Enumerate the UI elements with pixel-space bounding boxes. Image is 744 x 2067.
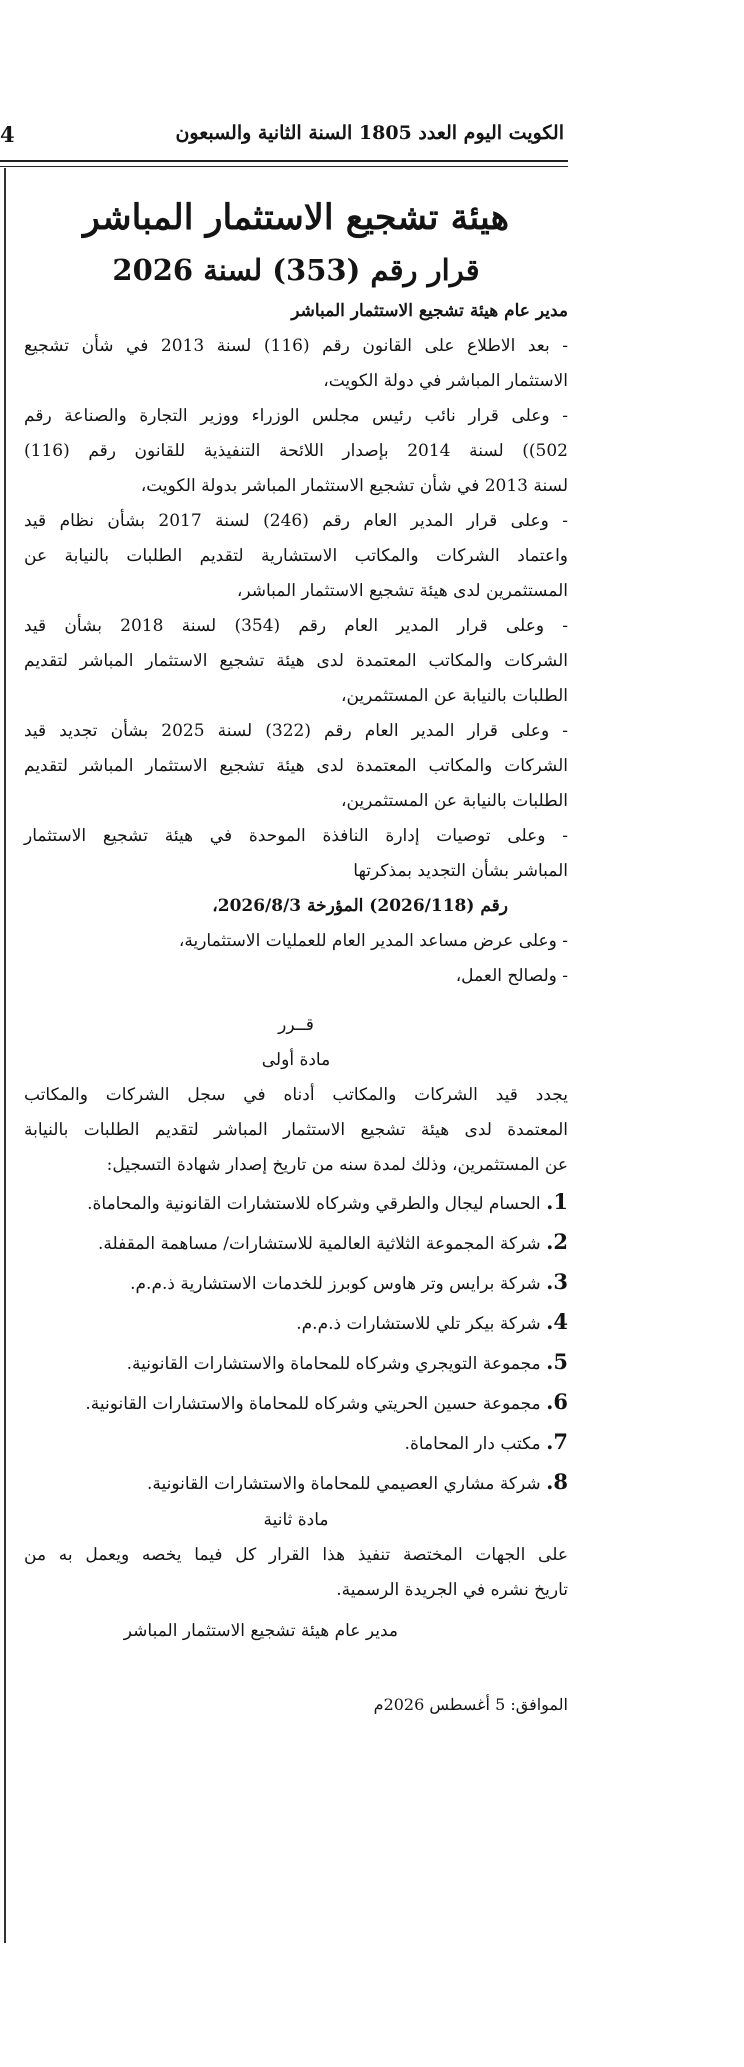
item-number: 5.	[546, 1349, 568, 1374]
list-item	[24, 1383, 568, 1423]
company-name: شركة المجموعة الثلاثية العالمية للاستشارات/ مساهمة المقفلة.	[98, 1234, 541, 1254]
company-name: شركة برايس وتر هاوس كوبرز للخدمات الاستشارية ذ.م.م.	[130, 1274, 541, 1294]
article-1-body	[24, 1078, 568, 1183]
preamble-line: الطلبات بالنيابة عن المستثمرين،	[341, 686, 568, 706]
issuer-line: مدير عام هيئة تشجيع الاستثمار المباشر	[291, 301, 568, 321]
article-1-line: يجدد قيد الشركات والمكاتب أدناه في سجل الشركات والمكاتب	[24, 1085, 568, 1105]
header-rule	[0, 160, 568, 162]
organization-title: هيئة تشجيع الاستثمار المباشر	[82, 197, 510, 238]
preamble-line: - وعلى قرار المدير العام رقم (322) لسنة 2025 بشأن تجديد قيد	[24, 721, 568, 741]
decided-heading: قــرر	[278, 1015, 314, 1035]
article-2-line: تاريخ نشره في الجريدة الرسمية.	[336, 1580, 568, 1600]
item-number: 8.	[546, 1469, 568, 1494]
preamble-line: - ولصالح العمل،	[455, 966, 568, 986]
article-2-body	[24, 1538, 568, 1608]
item-number: 6.	[546, 1389, 568, 1414]
list-item	[24, 1303, 568, 1343]
company-name: مجموعة حسين الحريتي وشركاه للمحاماة والاستشارات القانونية.	[85, 1394, 541, 1414]
preamble-line: واعتماد الشركات والمكاتب الاستشارية لتقديم الطلبات بالنيابة عن	[24, 546, 568, 566]
company-name: شركة مشاري العصيمي للمحاماة والاستشارات القانونية.	[147, 1474, 541, 1494]
preamble-line: الشركات والمكاتب المعتمدة لدى هيئة تشجيع الاستثمار المباشر لتقديم	[24, 651, 568, 671]
preamble-line: - وعلى قرار المدير العام رقم (246) لسنة 2017 بشأن نظام قيد	[24, 511, 569, 531]
item-number: 3.	[546, 1269, 568, 1294]
header-rule-thin	[0, 166, 568, 167]
preamble-line: - وعلى توصيات إدارة النافذة الموحدة في هيئة تشجيع الاستثمار	[24, 826, 568, 846]
preamble-line: - بعد الاطلاع على القانون رقم (116) لسنة 2013 في شأن تشجيع	[24, 336, 568, 356]
item-number: 4.	[546, 1309, 568, 1334]
column-divider	[4, 168, 6, 1943]
preamble-line: - وعلى قرار المدير العام رقم (354) لسنة 2018 بشأن قيد	[24, 616, 568, 636]
company-name: مجموعة التويجري وشركاه للمحاماة والاستشارات القانونية.	[126, 1354, 541, 1374]
item-number: 1.	[546, 1189, 568, 1214]
preamble-line: لسنة 2013 في شأن تشجيع الاستثمار المباشر بدولة الكويت،	[140, 476, 568, 496]
decision-title: قرار رقم (353) لسنة 2026	[112, 253, 480, 287]
preamble-line: المستثمرين لدى هيئة تشجيع الاستثمار المباشر،	[236, 581, 568, 601]
memo-reference: رقم (2026/118) المؤرخة 2026/8/3،	[212, 896, 508, 916]
list-item	[24, 1183, 568, 1223]
list-item	[24, 1423, 568, 1463]
item-number: 2.	[546, 1229, 568, 1254]
article-1-line: عن المستثمرين، وذلك لمدة سنه من تاريخ إصدار شهادة التسجيل:	[106, 1155, 568, 1175]
list-item	[24, 1343, 568, 1383]
list-item	[24, 1463, 568, 1503]
company-list	[24, 1183, 568, 1503]
date-line: الموافق: 5 أغسطس 2026م	[373, 1695, 568, 1714]
preamble	[24, 329, 568, 994]
list-item	[24, 1223, 568, 1263]
preamble-line: - وعلى قرار نائب رئيس مجلس الوزراء ووزير التجارة والصناعة رقم	[24, 406, 568, 426]
company-name: شركة بيكر تلي للاستشارات ذ.م.م.	[296, 1314, 541, 1334]
signature-line: مدير عام هيئة تشجيع الاستثمار المباشر	[123, 1621, 398, 1641]
preamble-line: الطلبات بالنيابة عن المستثمرين،	[341, 791, 568, 811]
company-name: مكتب دار المحاماة.	[404, 1434, 541, 1454]
list-item	[24, 1263, 568, 1303]
company-name: الحسام ليجال والطرقي وشركاه للاستشارات القانونية والمحاماة.	[87, 1194, 541, 1214]
preamble-line: الشركات والمكاتب المعتمدة لدى هيئة تشجيع الاستثمار المباشر لتقديم	[24, 756, 568, 776]
preamble-line: المباشر بشأن التجديد بمذكرتها	[353, 861, 568, 881]
article-1-line: المعتمدة لدى هيئة تشجيع الاستثمار المباشر لتقديم الطلبات بالنيابة	[24, 1120, 568, 1140]
article-1-title: مادة أولى	[261, 1050, 331, 1070]
running-head: الكويت اليوم العدد 1805 السنة الثانية والسبعون	[175, 122, 564, 144]
preamble-line: الاستثمار المباشر في دولة الكويت،	[323, 371, 568, 391]
article-2-title: مادة ثانية	[263, 1510, 329, 1530]
decision-article	[24, 172, 568, 1722]
preamble-line: - وعلى عرض مساعد المدير العام للعمليات الاستثمارية،	[178, 931, 568, 951]
page-number: 4	[0, 122, 15, 147]
article-2-line: على الجهات المختصة تنفيذ هذا القرار كل فيما يخصه ويعمل به من	[24, 1545, 568, 1565]
item-number: 7.	[546, 1429, 568, 1454]
preamble-line: 502)) لسنة 2014 بإصدار اللائحة التنفيذية للقانون رقم (116)	[24, 441, 568, 461]
